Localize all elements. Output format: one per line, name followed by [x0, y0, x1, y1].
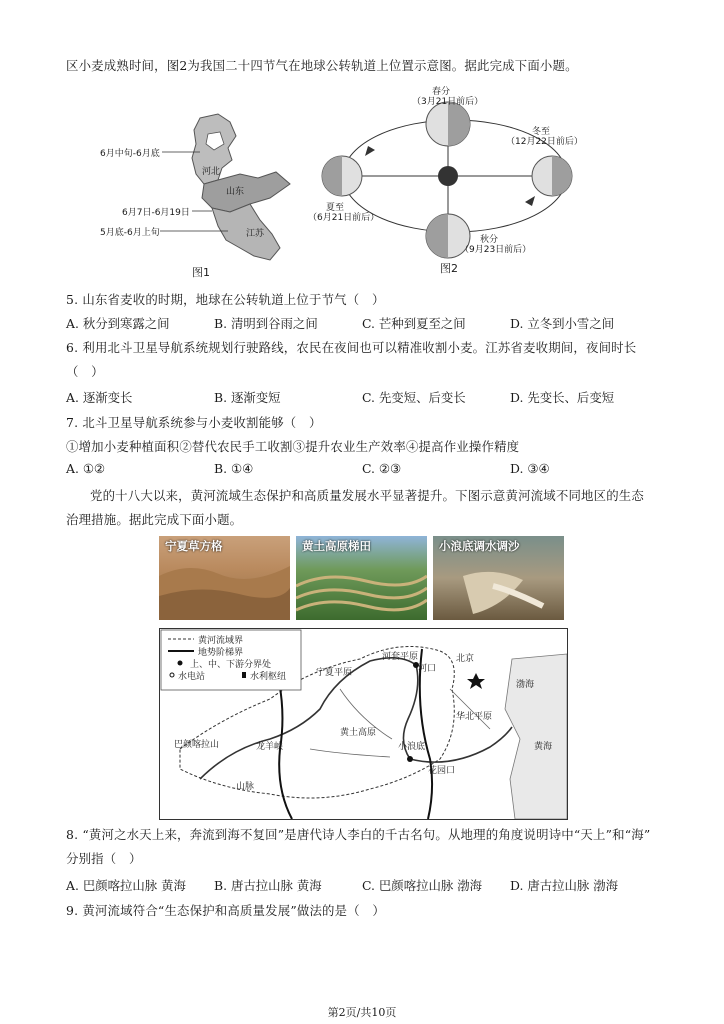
- map-label-bayankala: 巴颜喀拉山: [174, 740, 220, 750]
- fig1-province-hebei: 河北: [202, 167, 221, 177]
- legend-water-hub: 水利枢纽: [250, 672, 287, 682]
- fig1-province-shandong: 山东: [226, 187, 245, 197]
- fig2-summer: 夏至: [326, 203, 345, 213]
- figure-1: [100, 108, 300, 283]
- map-label-huabei: 华北平原: [456, 712, 493, 722]
- fig2-spring-date: （3月21日前后）: [412, 97, 484, 107]
- province-map: [100, 108, 300, 283]
- legend-basin-boundary: 黄河流域界: [198, 636, 244, 646]
- q6-option-a[interactable]: A. 逐渐变长: [66, 390, 133, 405]
- fig2-autumn-date: （9月23日前后）: [460, 245, 532, 255]
- fig2-spring: 春分: [432, 87, 451, 97]
- q5-option-a[interactable]: A. 秋分到寒露之间: [66, 316, 170, 331]
- figure-2: [310, 84, 600, 284]
- photo-xiaolangdi: [433, 536, 564, 620]
- q5-stem: 5. 山东省麦收的时期，地球在公转轨道上位于节气（ ）: [66, 292, 385, 307]
- fig2-winter-date: （12月22日前后）: [506, 137, 583, 147]
- q8-stem-cont: 分别指（ ）: [66, 851, 142, 866]
- fig1-caption: 图1: [192, 266, 210, 279]
- q6-stem: 6. 利用北斗卫星导航系统规划行驶路线，农民在夜间也可以精准收割小麦。江苏省麦收期间，夜间时长: [66, 340, 637, 355]
- map-label-ningxia: 宁夏平原: [316, 668, 353, 678]
- map-label-hekou: 河口: [418, 664, 437, 674]
- fig2-winter: 冬至: [532, 127, 551, 137]
- fig2-summer-date: （6月21日前后）: [308, 213, 380, 223]
- q7-stem: 7. 北斗卫星导航系统参与小麦收割能够（ ）: [66, 415, 322, 430]
- q7-option-c[interactable]: C. ②③: [362, 461, 402, 476]
- q6-stem-cont: （ ）: [66, 364, 104, 379]
- q5-option-c[interactable]: C. 芒种到夏至之间: [362, 316, 466, 331]
- photo-loess-terraces: [296, 536, 427, 620]
- q5-option-b[interactable]: B. 清明到谷雨之间: [214, 316, 318, 331]
- map-label-xiaolangdi: 小浪底: [398, 742, 426, 752]
- map-label-huayuankou: 花园口: [428, 766, 456, 776]
- q8-option-d[interactable]: D. 唐古拉山脉 渤海: [510, 878, 619, 893]
- fig1-label-hebei-time: 6月中旬-6月底: [100, 149, 160, 159]
- map-label-mountains: 山脉: [236, 782, 255, 792]
- page-footer: 第2页/共10页: [327, 1006, 397, 1019]
- photo-caption-ningxia: 宁夏草方格: [165, 539, 223, 553]
- fig2-caption: 图2: [440, 262, 458, 275]
- q7-option-a[interactable]: A. ①②: [66, 461, 106, 476]
- legend-hydropower: 水电站: [178, 672, 206, 682]
- q7-items: ①增加小麦种植面积②替代农民手工收割③提升农业生产效率④提高作业操作精度: [66, 439, 520, 454]
- q8-option-c[interactable]: C. 巴颜喀拉山脉 渤海: [362, 878, 482, 893]
- map-label-hetao: 河套平原: [382, 652, 419, 662]
- map-label-beijing: 北京: [456, 654, 475, 664]
- passage2-line2: 治理措施。据此完成下面小题。: [66, 512, 243, 527]
- photo-ningxia-grass-grid: [159, 536, 290, 620]
- intro-text: 区小麦成熟时间，图2为我国二十四节气在地球公转轨道上位置示意图。据此完成下面小题。: [66, 58, 578, 73]
- yellow-river-map: [159, 628, 568, 820]
- q8-option-a[interactable]: A. 巴颜喀拉山脉 黄海: [66, 878, 186, 893]
- map-label-bohai: 渤海: [516, 680, 535, 690]
- orbit-diagram: [310, 84, 600, 284]
- q6-option-c[interactable]: C. 先变短、后变长: [362, 390, 466, 405]
- photo-caption-xiaolangdi: 小浪底调水调沙: [439, 539, 520, 553]
- passage2-line1: 党的十八大以来，黄河流域生态保护和高质量发展水平显著提升。下图示意黄河流域不同地区的生态: [90, 488, 644, 503]
- q7-option-b[interactable]: B. ①④: [214, 461, 254, 476]
- map-label-longyangxia: 龙羊峡: [256, 742, 284, 752]
- q8-option-b[interactable]: B. 唐古拉山脉 黄海: [214, 878, 322, 893]
- fig1-label-shandong-time: 6月7日-6月19日: [122, 208, 190, 218]
- q8-stem: 8. “黄河之水天上来，奔流到海不复回”是唐代诗人李白的千古名句。从地理的角度说明诗中“天上”和“海”: [66, 827, 651, 842]
- q7-option-d[interactable]: D. ③④: [510, 461, 550, 476]
- legend-reach-division: 上、中、下游分界处: [190, 660, 272, 670]
- fig1-label-jiangsu-time: 5月底-6月上旬: [100, 228, 160, 238]
- q9-stem: 9. 黄河流域符合“生态保护和高质量发展”做法的是（ ）: [66, 903, 386, 918]
- q5-option-d[interactable]: D. 立冬到小雪之间: [510, 316, 615, 331]
- legend-terrain-step: 地势阶梯界: [198, 648, 244, 658]
- q6-option-b[interactable]: B. 逐渐变短: [214, 390, 281, 405]
- map-label-loess: 黄土高原: [340, 728, 377, 738]
- map-label-huanghai: 黄海: [534, 742, 553, 752]
- fig1-province-jiangsu: 江苏: [246, 229, 265, 239]
- q6-option-d[interactable]: D. 先变长、后变短: [510, 390, 615, 405]
- photo-caption-loess: 黄土高原梯田: [302, 539, 371, 553]
- fig2-autumn: 秋分: [480, 235, 499, 245]
